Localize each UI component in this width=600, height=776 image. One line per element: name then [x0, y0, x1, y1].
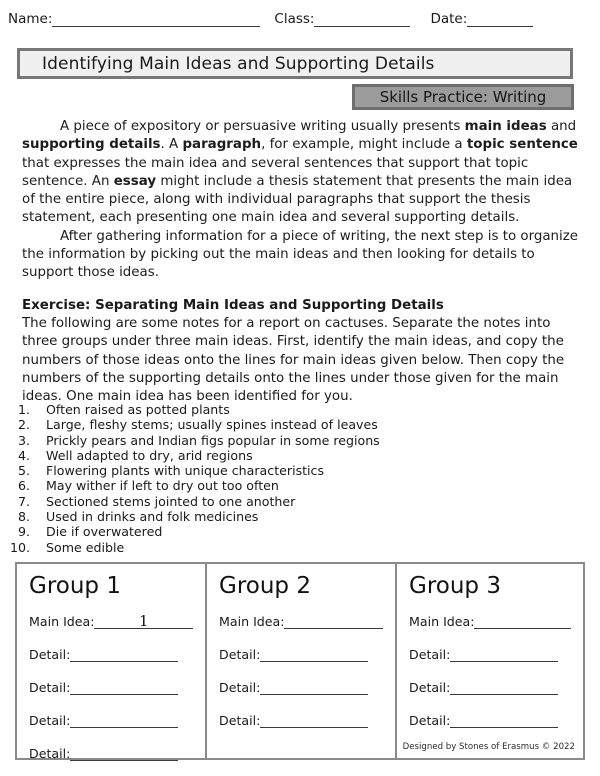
groups-table: [15, 562, 585, 760]
student-info-row: [8, 12, 592, 27]
detail-label: Detail:: [29, 746, 71, 761]
note-text: Sectioned stems jointed to one another: [46, 493, 296, 509]
detail-label: Detail:: [219, 713, 261, 728]
group-column-2: [207, 564, 397, 758]
notes-list: [0, 402, 560, 555]
main-idea-row: [29, 612, 193, 630]
note-text: Often raised as potted plants: [46, 402, 230, 417]
paragraph-2: After gathering information for a piece of writing, the next step is to organize the information by picking out the main ideas and then looking for details to support those ideas.: [22, 228, 579, 281]
detail-input[interactable]: [450, 681, 558, 695]
note-text: May wither if left to dry out too often: [46, 478, 279, 494]
list-item: [0, 433, 560, 448]
detail-input[interactable]: [70, 648, 178, 662]
date-field[interactable]: [430, 12, 533, 27]
group-column-1: [17, 564, 207, 761]
skills-practice-badge-label: Skills Practice: Writing: [379, 88, 547, 106]
list-item: [0, 463, 560, 478]
list-item: [0, 540, 560, 555]
note-number: 6.: [17, 478, 30, 494]
class-label: Class:: [274, 11, 315, 27]
list-item: [0, 448, 560, 463]
main-idea-input[interactable]: [284, 615, 383, 629]
detail-input[interactable]: [260, 681, 368, 695]
list-item: [0, 524, 560, 539]
worksheet-title-box: [17, 48, 573, 79]
name-field[interactable]: [8, 12, 260, 27]
detail-input[interactable]: [260, 714, 368, 728]
main-idea-label: Main Idea:: [219, 614, 285, 629]
list-item: [0, 402, 560, 417]
date-label: Date:: [430, 11, 468, 27]
detail-label: Detail:: [409, 647, 451, 662]
main-idea-input[interactable]: [474, 615, 571, 629]
note-text: Some edible: [46, 539, 125, 555]
list-item: [0, 478, 560, 493]
detail-label: Detail:: [409, 713, 451, 728]
detail-row: [219, 681, 383, 695]
designer-credit: Designed by Stones of Erasmus © 2022: [402, 742, 575, 752]
detail-input[interactable]: [70, 681, 178, 695]
main-idea-input[interactable]: [94, 612, 193, 630]
detail-row: [219, 714, 383, 728]
exercise-instructions: The following are some notes for a report on cactuses. Separate the notes into three groups under three main ideas. First, identify the main ideas, and copy the numbers of those ideas onto the lines for main ideas given below. Then copy the numbers of the supporting details onto the lines under those given for the main ideas. One main idea has been identified for you.: [22, 315, 565, 405]
note-text: Well adapted to dry, arid regions: [46, 447, 253, 463]
list-item: [0, 417, 560, 432]
note-text: Prickly pears and Indian figs popular in some regions: [46, 432, 380, 448]
note-number: 3.: [17, 432, 30, 448]
note-number: 9.: [17, 524, 30, 540]
group-title: Group 3: [409, 573, 501, 599]
group-title: Group 1: [29, 573, 121, 599]
skills-practice-badge: [352, 84, 574, 110]
detail-label: Detail:: [219, 680, 261, 695]
detail-row: [409, 648, 571, 662]
detail-input[interactable]: [260, 648, 368, 662]
detail-row: [29, 714, 193, 728]
note-number: 2.: [17, 417, 30, 433]
note-number: 8.: [17, 509, 30, 525]
list-item: [0, 509, 560, 524]
name-label: Name:: [8, 11, 53, 27]
main-idea-label: Main Idea:: [409, 614, 475, 629]
note-text: Used in drinks and folk medicines: [46, 509, 259, 525]
detail-label: Detail:: [409, 680, 451, 695]
main-idea-value: 1: [138, 612, 149, 630]
group-column-3: [397, 564, 583, 758]
detail-row: [409, 681, 571, 695]
note-number: 1.: [17, 402, 30, 417]
detail-row: [29, 681, 193, 695]
detail-input[interactable]: [70, 714, 178, 728]
detail-row: [409, 714, 571, 728]
exercise-heading: Exercise: Separating Main Ideas and Supporting Details: [22, 297, 444, 313]
class-field[interactable]: [274, 12, 410, 27]
name-write-line[interactable]: [52, 13, 260, 27]
note-text: Die if overwatered: [46, 524, 163, 540]
main-idea-row: [219, 615, 383, 629]
note-text: Flowering plants with unique characteristics: [46, 463, 325, 479]
lesson-body: [22, 118, 580, 406]
note-number: 7.: [17, 493, 30, 509]
detail-input[interactable]: [450, 714, 558, 728]
date-write-line[interactable]: [467, 13, 533, 27]
note-number: 4.: [17, 447, 30, 463]
detail-input[interactable]: [450, 648, 558, 662]
note-number: 5.: [17, 463, 30, 479]
main-idea-label: Main Idea:: [29, 614, 95, 629]
main-idea-row: [409, 615, 571, 629]
detail-label: Detail:: [29, 713, 71, 728]
page-title: Identifying Main Ideas and Supporting Details: [42, 53, 435, 74]
detail-input[interactable]: [70, 747, 178, 761]
group-title: Group 2: [219, 573, 311, 599]
class-write-line[interactable]: [314, 13, 410, 27]
note-text: Large, fleshy stems; usually spines instead of leaves: [46, 417, 378, 433]
note-number: 10.: [9, 539, 30, 555]
detail-row: [29, 747, 193, 761]
detail-row: [219, 648, 383, 662]
paragraph-1: A piece of expository or persuasive writing usually presents main ideas and supporting details. A paragraph, for example, might include a topic sentence that expresses the main idea and several sentences that support that topic sentence. An essay might include a thesis statement that presents the main idea of the entire piece, along with individual paragraphs that support the thesis statement, each presenting one main idea and several supporting details.: [22, 119, 578, 226]
detail-label: Detail:: [29, 680, 71, 695]
detail-label: Detail:: [219, 647, 261, 662]
detail-label: Detail:: [29, 647, 71, 662]
detail-row: [29, 648, 193, 662]
list-item: [0, 494, 560, 509]
